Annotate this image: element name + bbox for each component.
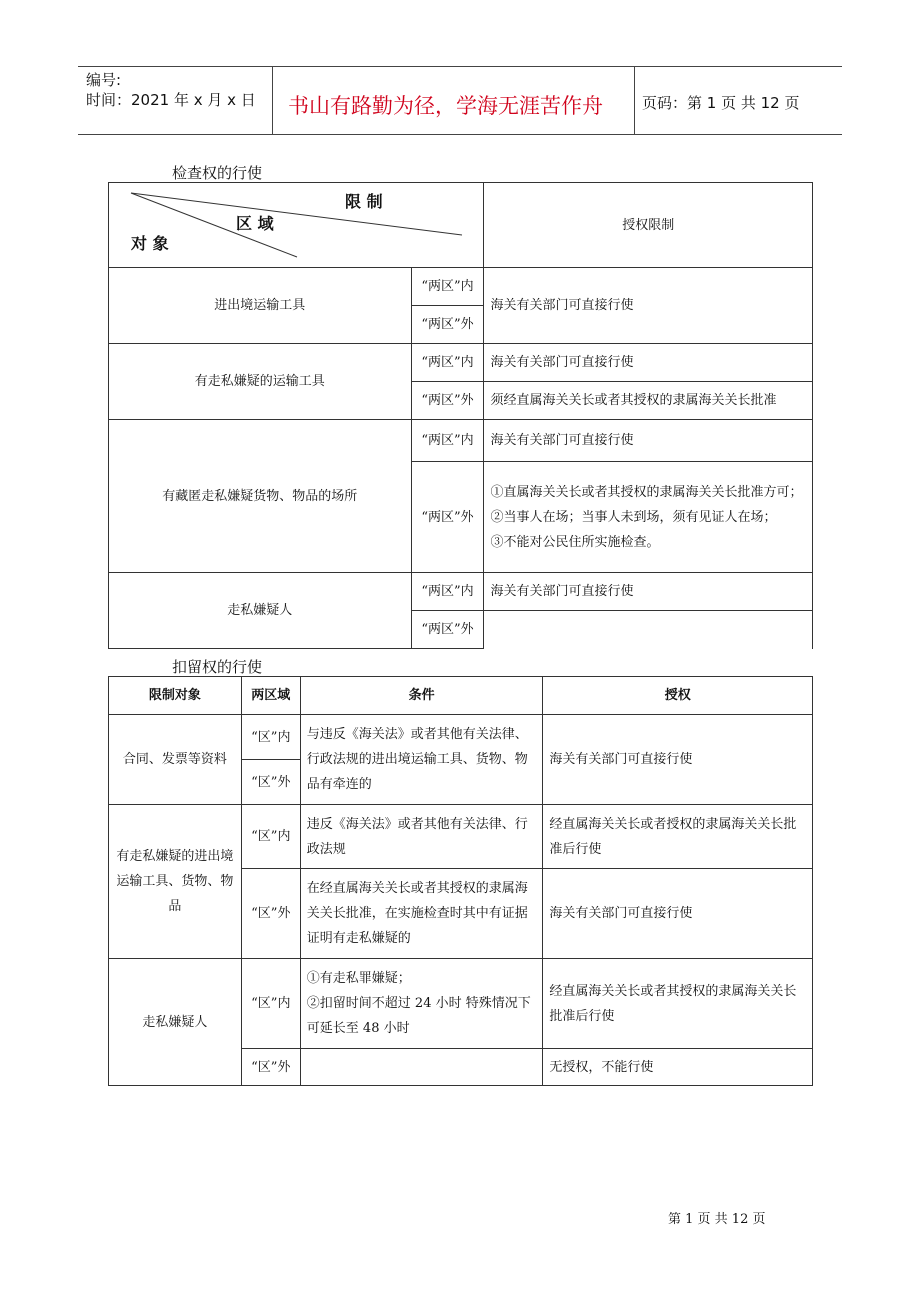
auth-cell: 海关有关部门可直接行使: [484, 420, 813, 462]
zone-out: “两区”外: [411, 382, 484, 420]
zone-out: “区”外: [241, 869, 300, 959]
row-object: 合同、发票等资料: [109, 715, 242, 805]
auth-cell: [484, 611, 813, 649]
auth-cell: 经直属海关关长或者授权的隶属海关关长批准后行使: [543, 805, 813, 869]
auth-line: ②当事人在场；当事人未到场，须有见证人在场；: [490, 509, 777, 525]
cond-line: ①有走私罪嫌疑；: [306, 971, 411, 986]
header-divider: [634, 66, 635, 135]
auth-line: ①直属海关关长或者其授权的隶属海关关长批准方可；: [490, 484, 803, 500]
cond-cell: 与违反《海关法》或者其他有关法律、行政法规的进出境运输工具、货物、物品有牵连的: [300, 715, 543, 805]
zone-out: “区”外: [241, 1049, 300, 1086]
zone-in: “区”内: [241, 805, 300, 869]
col-header: 条件: [300, 677, 543, 715]
row-object: 进出境运输工具: [109, 268, 412, 344]
zone-out: “两区”外: [411, 462, 484, 573]
auth-cell: 海关有关部门可直接行使: [484, 268, 813, 344]
auth-cell: 无授权，不能行使: [543, 1049, 813, 1086]
auth-cell: 海关有关部门可直接行使: [543, 715, 813, 805]
diag-object-label: 对 象: [131, 234, 169, 253]
cond-cell: 违反《海关法》或者其他有关法律、行政法规: [300, 805, 543, 869]
page-label: 页码：第 1 页 共 12 页: [642, 94, 800, 112]
page-footer: 第 1 页 共 12 页: [668, 1212, 766, 1227]
zone-in: “区”内: [241, 959, 300, 1049]
row-object: 有走私嫌疑的进出境运输工具、货物、物品: [109, 805, 242, 959]
col-header: 两区域: [241, 677, 300, 715]
inspection-table: [108, 182, 813, 649]
cond-cell-multiline: [300, 959, 543, 1049]
auth-cell: 须经直属海关关长或者其授权的隶属海关关长批准: [484, 382, 813, 420]
cond-line: ②扣留时间不超过 24 小时 特殊情况下可延长至 48 小时: [306, 996, 531, 1036]
col-header: 限制对象: [109, 677, 242, 715]
row-object: 走私嫌疑人: [109, 959, 242, 1086]
diagonal-header-cell: [109, 183, 484, 268]
detention-table: [108, 676, 813, 1086]
header-bottom-rule: [78, 134, 842, 135]
zone-in: “两区”内: [411, 268, 484, 306]
cond-cell: 在经直属海关关长或者其授权的隶属海关关长批准，在实施检查时其中有证据证明有走私嫌疑的: [300, 869, 543, 959]
row-object: 有藏匿走私嫌疑货物、物品的场所: [109, 420, 412, 573]
section-title: 检查权的行使: [172, 164, 263, 182]
auth-line: ③不能对公民住所实施检查。: [490, 534, 660, 550]
auth-cell-multiline: [484, 462, 813, 573]
auth-cell: 海关有关部门可直接行使: [484, 344, 813, 382]
auth-cell: 海关有关部门可直接行使: [543, 869, 813, 959]
cond-cell: [300, 1049, 543, 1086]
section-title: 扣留权的行使: [172, 658, 263, 676]
zone-in: “两区”内: [411, 573, 484, 611]
zone-in: “两区”内: [411, 344, 484, 382]
row-object: 走私嫌疑人: [109, 573, 412, 649]
col-header: 授权: [543, 677, 813, 715]
auth-cell: 经直属海关关长或者其授权的隶属海关关长批准后行使: [543, 959, 813, 1049]
zone-in: “两区”内: [411, 420, 484, 462]
zone-out: “两区”外: [411, 306, 484, 344]
diag-restrict-label: 限 制: [345, 192, 383, 211]
header-top-rule: [78, 66, 842, 67]
row-object: 有走私嫌疑的运输工具: [109, 344, 412, 420]
zone-out: “两区”外: [411, 611, 484, 649]
zone-in: “区”内: [241, 715, 300, 760]
diag-region-label: 区 域: [236, 214, 274, 233]
zone-out: “区”外: [241, 760, 300, 805]
number-label: 编号:: [86, 71, 122, 89]
time-label: 时间：2021 年 x 月 x 日: [86, 91, 256, 109]
col-header-auth: 授权限制: [484, 183, 813, 268]
header-divider: [272, 66, 273, 135]
motto: 书山有路勤为径，学海无涯苦作舟: [288, 94, 603, 118]
auth-cell: 海关有关部门可直接行使: [484, 573, 813, 611]
